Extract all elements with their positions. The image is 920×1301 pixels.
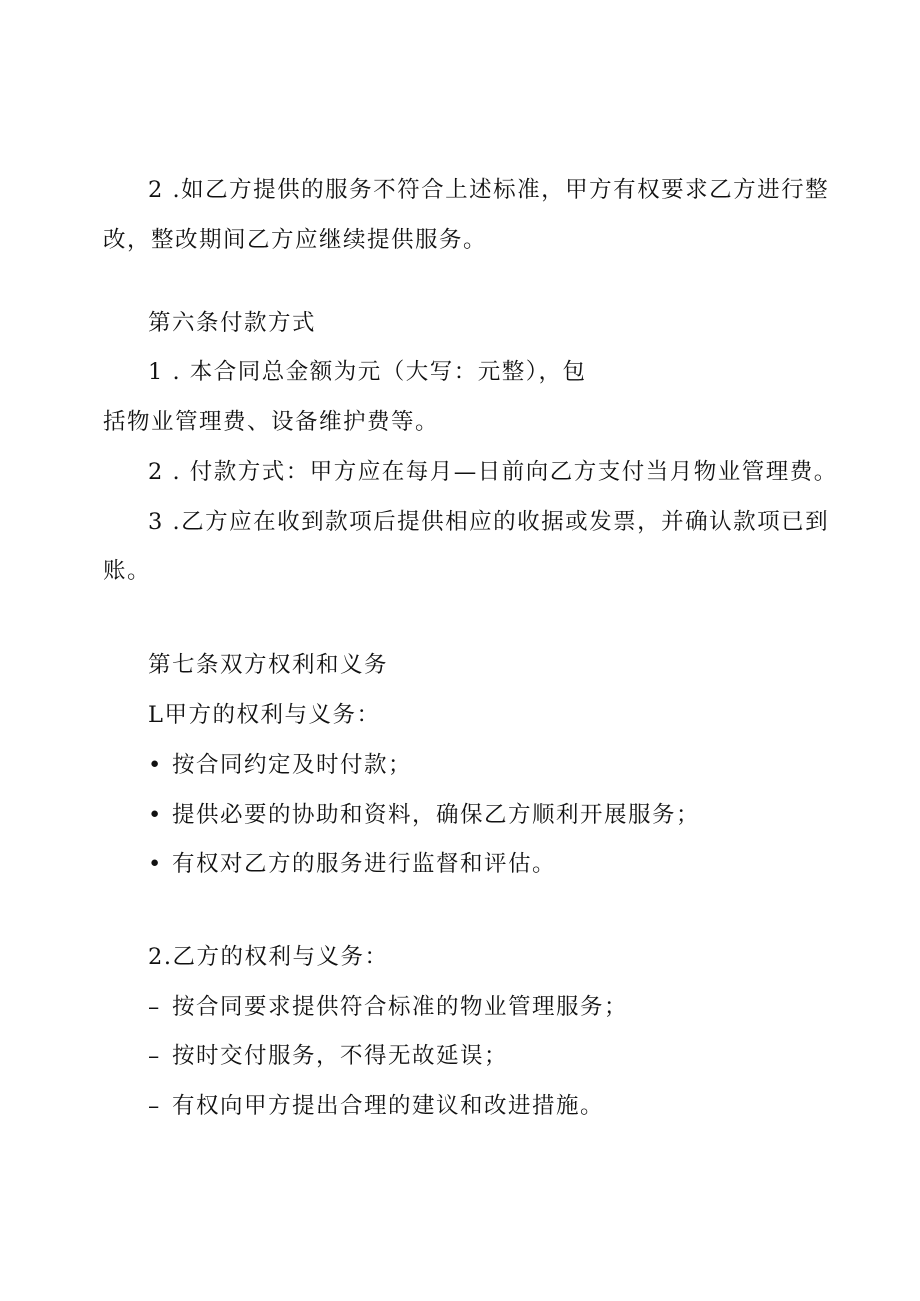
party-a-item-3	[148, 849, 556, 879]
party-b-item-3-text: 有权向甲方提出合理的建议和改进措施。	[172, 1093, 605, 1119]
party-b-item-1-text: 按合同要求提供符合标准的物业管理服务；	[172, 994, 629, 1020]
party-a-item-2-text: 提供必要的协助和资料，确保乙方顺利开展服务；	[172, 802, 701, 828]
clause-6-item-1-line-1: 1 . 本合同总金额为元（大写：元整），包	[148, 359, 587, 385]
party-b-title: 2.乙方的权利与义务：	[148, 944, 389, 970]
party-b-item-2	[148, 1041, 508, 1071]
party-a-item-2	[148, 800, 700, 830]
clause-6-heading: 第六条付款方式	[148, 310, 317, 336]
party-b-item-3	[148, 1091, 604, 1121]
bullet-dot-icon: •	[148, 752, 163, 778]
clause-6-item-3-line-2: 账。	[103, 558, 152, 584]
clause-6-item-1-line-2: 括物业管理费、设备维护费等。	[103, 409, 440, 435]
party-b-item-1	[148, 992, 628, 1022]
bullet-dash-icon: –	[148, 994, 161, 1020]
party-a-item-3-text: 有权对乙方的服务进行监督和评估。	[172, 851, 557, 877]
bullet-dash-icon: –	[148, 1093, 161, 1119]
clause-5-item-2-line-1: 2 .如乙方提供的服务不符合上述标准，甲方有权要求乙方进行整	[148, 177, 830, 203]
party-b-item-2-text: 按时交付服务，不得无故延误；	[172, 1043, 509, 1069]
clause-7-heading: 第七条双方权利和义务	[148, 652, 389, 678]
clause-6-item-2: 2 . 付款方式：甲方应在每月—日前向乙方支付当月物业管理费。	[148, 459, 838, 485]
party-a-title: L甲方的权利与义务：	[148, 702, 381, 728]
bullet-dash-icon: –	[148, 1043, 161, 1069]
clause-5-item-2-line-2: 改，整改期间乙方应继续提供服务。	[103, 227, 488, 253]
bullet-dot-icon: •	[148, 802, 163, 828]
party-a-item-1-text: 按合同约定及时付款；	[172, 752, 413, 778]
party-a-item-1	[148, 750, 412, 780]
clause-6-item-3-line-1: 3 .乙方应在收到款项后提供相应的收据或发票，并确认款项已到	[148, 509, 830, 535]
bullet-dot-icon: •	[148, 851, 163, 877]
